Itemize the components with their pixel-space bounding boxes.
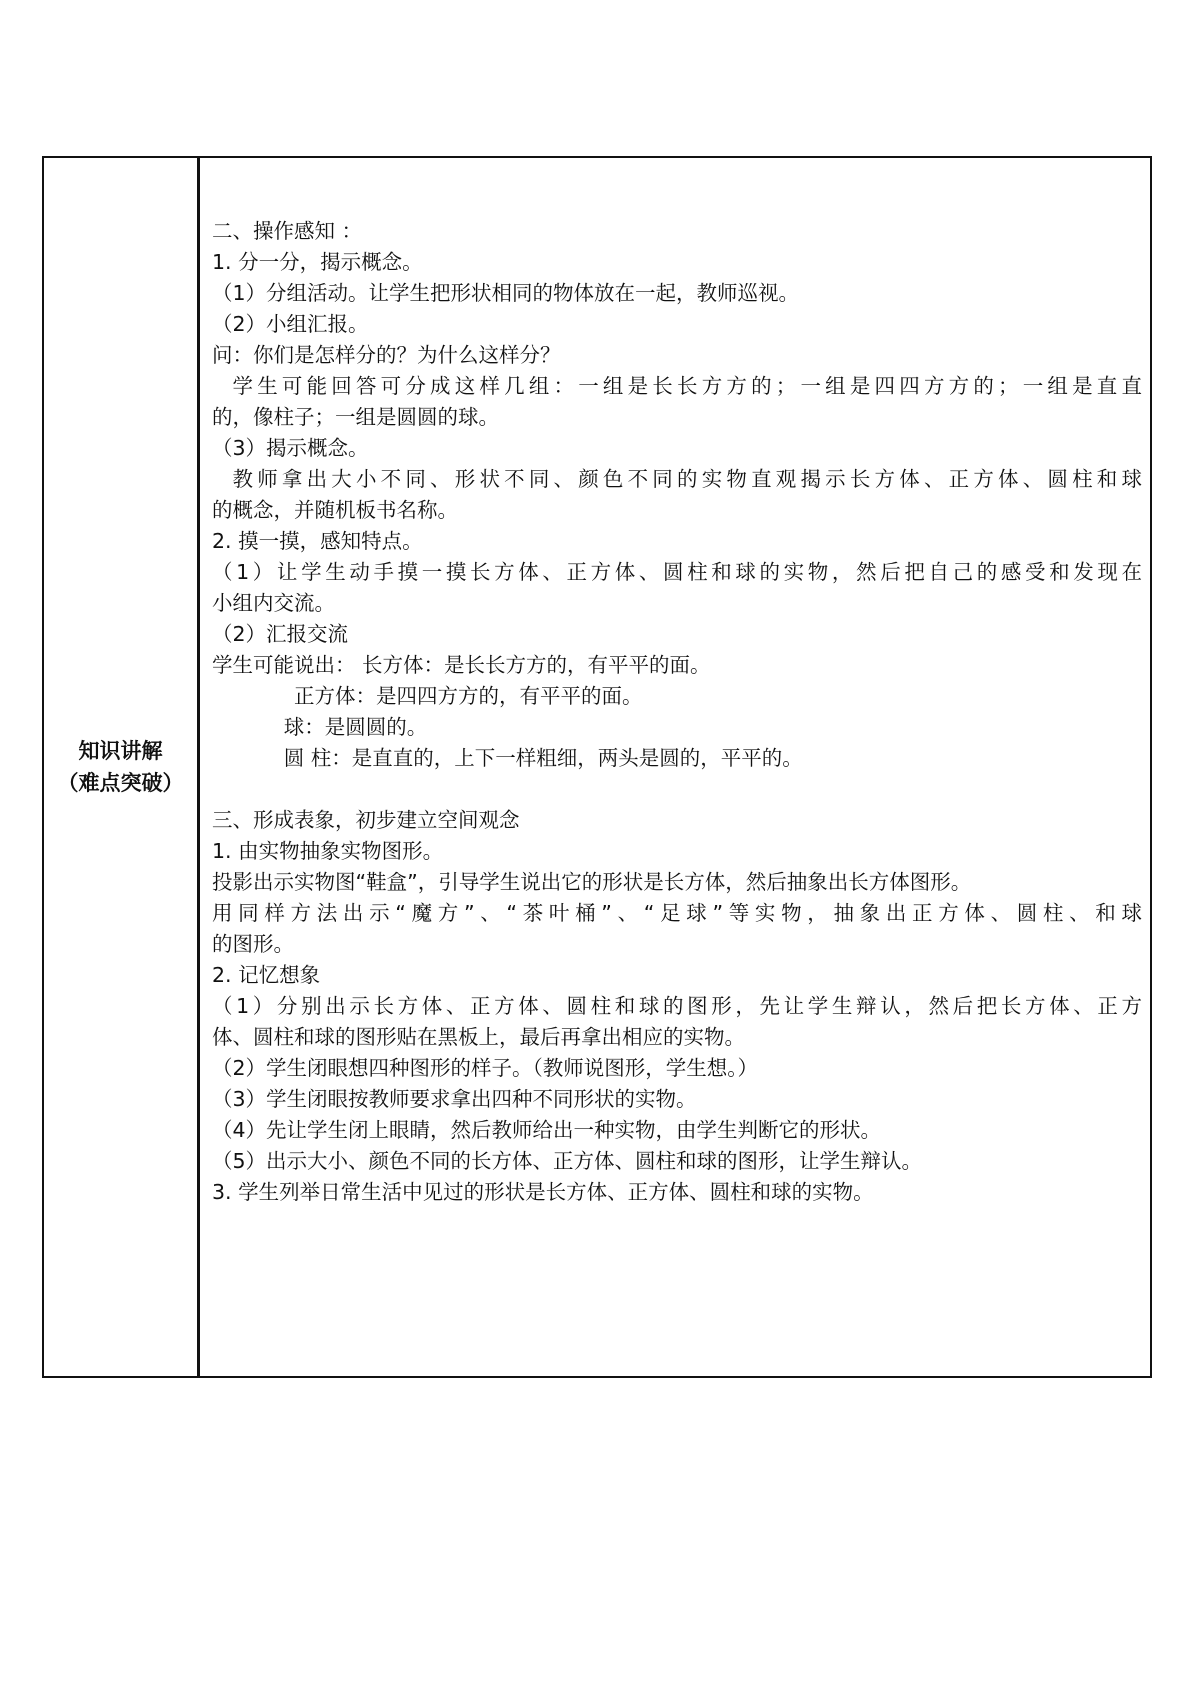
content-line: 1. 由实物抽象实物图形。 — [212, 839, 444, 863]
column-divider — [197, 158, 200, 1376]
content-line: （3）学生闭眼按教师要求拿出四种不同形状的实物。 — [212, 1087, 697, 1111]
content-line: （4）先让学生闭上眼睛，然后教师给出一种实物，由学生判断它的形状。 — [212, 1118, 882, 1142]
content-line: 教师拿出大小不同、形状不同、颜色不同的实物直观揭示长方体、正方体、圆柱和球 — [232, 467, 1142, 491]
content-line: 体、圆柱和球的图形贴在黑板上，最后再拿出相应的实物。 — [212, 1025, 745, 1049]
content-line: 的图形。 — [212, 932, 294, 956]
content-line: 1. 分一分，揭示概念。 — [212, 250, 423, 274]
content-line: （2）学生闭眼想四种图形的样子。（教师说图形，学生想。） — [212, 1056, 759, 1080]
content-line: 球：是圆圆的。 — [283, 715, 428, 739]
content-line: 学生可能说出： 长方体：是长长方方的，有平平的面。 — [212, 653, 711, 677]
content-line: 2. 摸一摸，感知特点。 — [212, 529, 423, 553]
content-line: （2）汇报交流 — [212, 622, 349, 646]
lesson-content-cell — [212, 158, 1142, 1376]
content-line: （1）分别出示长方体、正方体、圆柱和球的图形，先让学生辩认，然后把长方体、正方 — [212, 994, 1142, 1018]
content-line: 小组内交流。 — [212, 591, 335, 615]
section-label-cell — [44, 158, 197, 1376]
content-line: 三、形成表象，初步建立空间观念 — [212, 808, 520, 832]
content-line: 圆 柱：是直直的，上下一样粗细，两头是圆的，平平的。 — [283, 746, 803, 770]
section-label-line1: 知识讲解 — [78, 739, 163, 763]
lesson-table — [42, 156, 1152, 1378]
content-line: 的，像柱子；一组是圆圆的球。 — [212, 405, 499, 429]
content-line: （1）让学生动手摸一摸长方体、正方体、圆柱和球的实物，然后把自己的感受和发现在 — [212, 560, 1142, 584]
blank-line — [212, 774, 1142, 805]
content-line: 3. 学生列举日常生活中见过的形状是长方体、正方体、圆柱和球的实物。 — [212, 1180, 874, 1204]
section-label-line2: （难点突破） — [57, 771, 184, 795]
content-line: 的概念，并随机板书名称。 — [212, 498, 458, 522]
content-line: （1）分组活动。让学生把形状相同的物体放在一起，教师巡视。 — [212, 281, 800, 305]
content-line: （2）小组汇报。 — [212, 312, 369, 336]
content-line: 投影出示实物图“鞋盒”，引导学生说出它的形状是长方体，然后抽象出长方体图形。 — [212, 870, 972, 894]
content-line: （3）揭示概念。 — [212, 436, 369, 460]
lesson-content — [212, 216, 1142, 1208]
content-line: 学生可能回答可分成这样几组：一组是长长方方的；一组是四四方方的；一组是直直 — [232, 374, 1142, 398]
content-line: 用同样方法出示“魔方”、“茶叶桶”、“足球”等实物，抽象出正方体、圆柱、和球 — [212, 901, 1142, 925]
content-line: 2. 记忆想象 — [212, 963, 321, 987]
content-line: 问：你们是怎样分的？为什么这样分？ — [212, 343, 561, 367]
content-line: 正方体：是四四方方的，有平平的面。 — [294, 684, 643, 708]
content-line: （5）出示大小、颜色不同的长方体、正方体、圆柱和球的图形，让学生辩认。 — [212, 1149, 923, 1173]
content-line: 二、操作感知 ： — [212, 219, 363, 243]
